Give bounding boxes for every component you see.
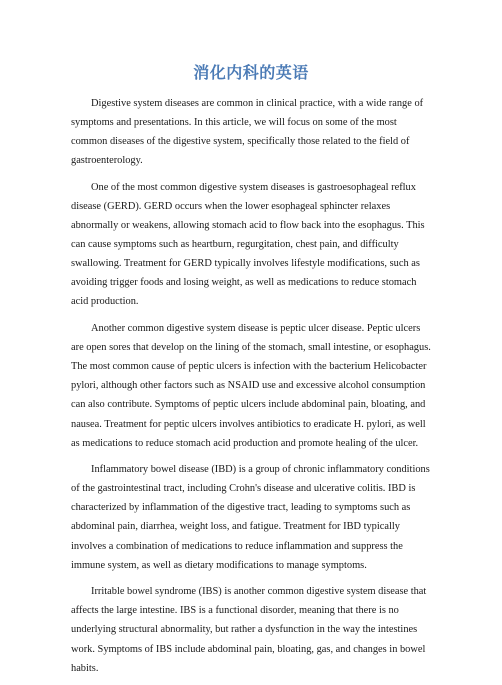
- paragraph-peptic-ulcer: Another common digestive system disease is peptic ulcer disease. Peptic ulcers are open sores that develop on the lining of the stomach, small intestine, or esophagus. The most common cause of peptic ulcers is infection with the bacterium Helicobacter pylori, although other factors such as NSAID use and excessive alcohol consumption can also contribute. Symptoms of peptic ulcers include abdominal pain, bloating, and nausea. Treatment for peptic ulcers involves antibiotics to eradicate H. pylori, as well as medications to reduce stomach acid production and promote healing of the ulcer.: [71, 323, 431, 449]
- paragraph-ibs: Irritable bowel syndrome (IBS) is another common digestive system disease that affects the large intestine. IBS is a functional disorder, meaning that there is no underlying structural abnormality, but rather a dysfunction in the way the intestines work. Symptoms of IBS include abdominal pain, bloating, gas, and changes in bowel habits.: [71, 586, 427, 674]
- paragraph-intro: Digestive system diseases are common in clinical practice, with a wide range of symptoms and presentations. In this article, we will focus on some of the most common diseases of the digestive system, specifically those related to the field of gastroenterology.: [71, 98, 424, 167]
- paragraph-gerd: One of the most common digestive system diseases is gastroesophageal reflux disease (GERD). GERD occurs when the lower esophageal sphincter relaxes abnormally or weakens, allowing stomach acid to flow back into the esophagus. This can cause symptoms such as heartburn, regurgitation, chest pain, and difficulty swallowing. Treatment for GERD typically involves lifestyle modifications, such as avoiding trigger foods and losing weight, as well as medications to reduce stomach acid production.: [71, 181, 425, 308]
- document-title: 消化内科的英语: [193, 63, 309, 82]
- paragraph-ibd: Inflammatory bowel disease (IBD) is a group of chronic inflammatory conditions of the gastrointestinal tract, including Crohn's disease and ulcerative colitis. IBD is characterized by inflammation of the digestive tract, leading to symptoms such as abdominal pain, diarrhea, weight loss, and fatigue. Treatment for IBD typically involves a combination of medications to reduce inflammation and suppress the immune system, as well as dietary modifications to manage symptoms.: [71, 464, 430, 571]
- document-body: [71, 94, 435, 685]
